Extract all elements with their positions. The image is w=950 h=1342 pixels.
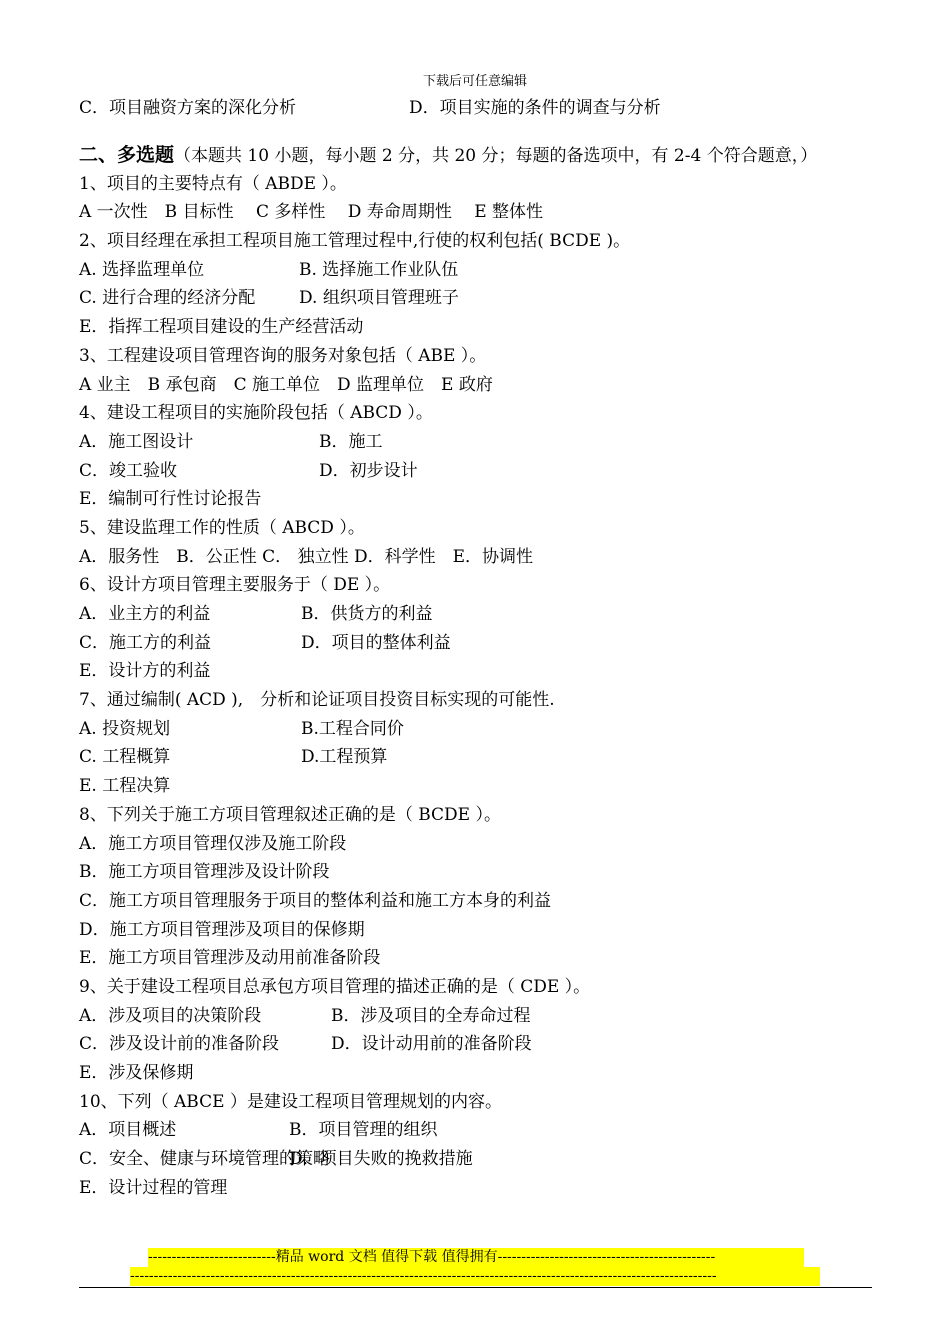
answer-option: D．项目失败的挽救措施 bbox=[289, 1149, 473, 1170]
answer-option: B.工程合同价 bbox=[301, 718, 404, 739]
option-row bbox=[79, 485, 879, 514]
answer-option: A. 选择监理单位 bbox=[79, 259, 205, 280]
question-list bbox=[79, 170, 879, 1203]
answer-option: C．涉及设计前的准备阶段 bbox=[79, 1034, 280, 1055]
option-row bbox=[79, 887, 879, 916]
section-title: 二、多选题 bbox=[79, 143, 175, 166]
answer-option: E．设计过程的管理 bbox=[79, 1177, 228, 1198]
question-stem: 7、通过编制( ACD ), 分析和论证项目投资目标实现的可能性. bbox=[79, 690, 555, 711]
answer-option: D．初步设计 bbox=[319, 460, 418, 481]
answer-option: E．施工方项目管理涉及动用前准备阶段 bbox=[79, 948, 381, 969]
option-row bbox=[79, 1174, 879, 1203]
answer-option: A．项目概述 bbox=[79, 1120, 177, 1141]
answer-option: A．施工方项目管理仅涉及施工阶段 bbox=[79, 833, 347, 854]
option-row bbox=[79, 944, 879, 973]
previous-options-row bbox=[79, 94, 879, 123]
answer-option: D．设计动用前的准备阶段 bbox=[331, 1034, 532, 1055]
footer-dashes: ---------------------------------------------------------------------------------------------------------------------------- bbox=[130, 1267, 820, 1286]
answer-option: A．业主方的利益 bbox=[79, 604, 211, 624]
option-row bbox=[79, 715, 879, 744]
section-heading bbox=[79, 141, 879, 170]
option-row bbox=[79, 428, 879, 457]
option-row bbox=[79, 600, 879, 629]
option-row bbox=[79, 457, 879, 486]
answer-option: A. 投资规划 bbox=[79, 718, 171, 739]
footer-rule bbox=[79, 1287, 872, 1288]
answer-option: B．项目管理的组织 bbox=[289, 1120, 438, 1141]
option-row bbox=[79, 313, 879, 342]
question-stem: 4、建设工程项目的实施阶段包括（ ABCD ）。 bbox=[79, 403, 433, 424]
answer-option: D．项目的整体利益 bbox=[301, 632, 451, 653]
answer-option: C．施工方的利益 bbox=[79, 632, 212, 653]
section-note: （本题共 10 小题，每小题 2 分，共 20 分；每题的备选项中，有 2-4 个符合题意，） bbox=[174, 145, 818, 166]
answer-option: B．供货方的利益 bbox=[301, 604, 433, 624]
answer-option: B．涉及项目的全寿命过程 bbox=[331, 1005, 531, 1026]
question-stem: 3、工程建设项目管理咨询的服务对象包括（ ABE ）。 bbox=[79, 345, 487, 366]
answer-option: D. 组织项目管理班子 bbox=[299, 288, 459, 309]
question-stem: 9、关于建设工程项目总承包方项目管理的描述正确的是（ CDE ）。 bbox=[79, 976, 591, 997]
option-row bbox=[79, 1145, 879, 1174]
option-row bbox=[79, 371, 879, 400]
answer-option: C．安全、健康与环境管理的策略 bbox=[79, 1149, 331, 1170]
answer-option: A 业主 B 承包商 C 施工单位 D 监理单位 E 政府 bbox=[79, 374, 493, 395]
answer-option: E．涉及保修期 bbox=[79, 1063, 194, 1083]
question-stem: 10、下列（ ABCE ）是建设工程项目管理规划的内容。 bbox=[79, 1091, 502, 1112]
answer-option: D．施工方项目管理涉及项目的保修期 bbox=[79, 919, 365, 940]
answer-option: E．编制可行性讨论报告 bbox=[79, 489, 262, 510]
option-row bbox=[79, 743, 879, 772]
answer-option: B. 选择施工作业队伍 bbox=[299, 259, 459, 280]
option-row bbox=[79, 1002, 879, 1031]
option-row bbox=[79, 772, 879, 801]
document-body bbox=[79, 94, 879, 1202]
option-row bbox=[79, 1059, 879, 1088]
option-row bbox=[79, 284, 879, 313]
answer-option: B．施工方项目管理涉及设计阶段 bbox=[79, 862, 330, 883]
previous-option-d: D．项目实施的条件的调查与分析 bbox=[409, 98, 661, 118]
option-row bbox=[79, 1116, 879, 1145]
question-stem: 6、设计方项目管理主要服务于（ DE ）。 bbox=[79, 575, 391, 596]
option-row bbox=[79, 858, 879, 887]
previous-option-c: C．项目融资方案的深化分析 bbox=[79, 98, 297, 118]
option-row bbox=[79, 1030, 879, 1059]
answer-option: C．施工方项目管理服务于项目的整体利益和施工方本身的利益 bbox=[79, 890, 552, 911]
option-row bbox=[79, 256, 879, 285]
header-note: 下载后可任意编辑 bbox=[422, 74, 527, 89]
option-row bbox=[79, 543, 879, 572]
answer-option: D.工程预算 bbox=[301, 747, 388, 768]
answer-option: C. 进行合理的经济分配 bbox=[79, 288, 256, 309]
option-row bbox=[79, 916, 879, 945]
answer-option: B．施工 bbox=[319, 431, 383, 452]
option-row bbox=[79, 830, 879, 859]
option-row bbox=[79, 198, 879, 227]
question-stem: 2、项目经理在承担工程项目施工管理过程中,行使的权利包括( BCDE )。 bbox=[79, 231, 631, 252]
question-stem: 5、建设监理工作的性质（ ABCD ）。 bbox=[79, 517, 365, 538]
question-stem: 1、项目的主要特点有（ ABDE ）。 bbox=[79, 173, 347, 194]
option-row bbox=[79, 657, 879, 686]
answer-option: E．设计方的利益 bbox=[79, 661, 211, 682]
question-stem: 8、下列关于施工方项目管理叙述正确的是（ BCDE ）。 bbox=[79, 804, 501, 825]
answer-option: C．竣工验收 bbox=[79, 460, 178, 481]
answer-option: E. 工程决算 bbox=[79, 776, 171, 797]
answer-option: C. 工程概算 bbox=[79, 747, 171, 768]
footer-banner: ---------------------------精品 word 文档 值得下载 值得拥有---------------------------------------------- bbox=[148, 1248, 804, 1267]
answer-option: A 一次性 B 目标性 C 多样性 D 寿命周期性 E 整体性 bbox=[79, 202, 544, 223]
answer-option: A．涉及项目的决策阶段 bbox=[79, 1005, 262, 1026]
answer-option: A．服务性 B．公正性 C． 独立性 D．科学性 E．协调性 bbox=[79, 546, 534, 567]
answer-option: A．施工图设计 bbox=[79, 431, 194, 452]
option-row bbox=[79, 629, 879, 658]
answer-option: E．指挥工程项目建设的生产经营活动 bbox=[79, 317, 364, 338]
